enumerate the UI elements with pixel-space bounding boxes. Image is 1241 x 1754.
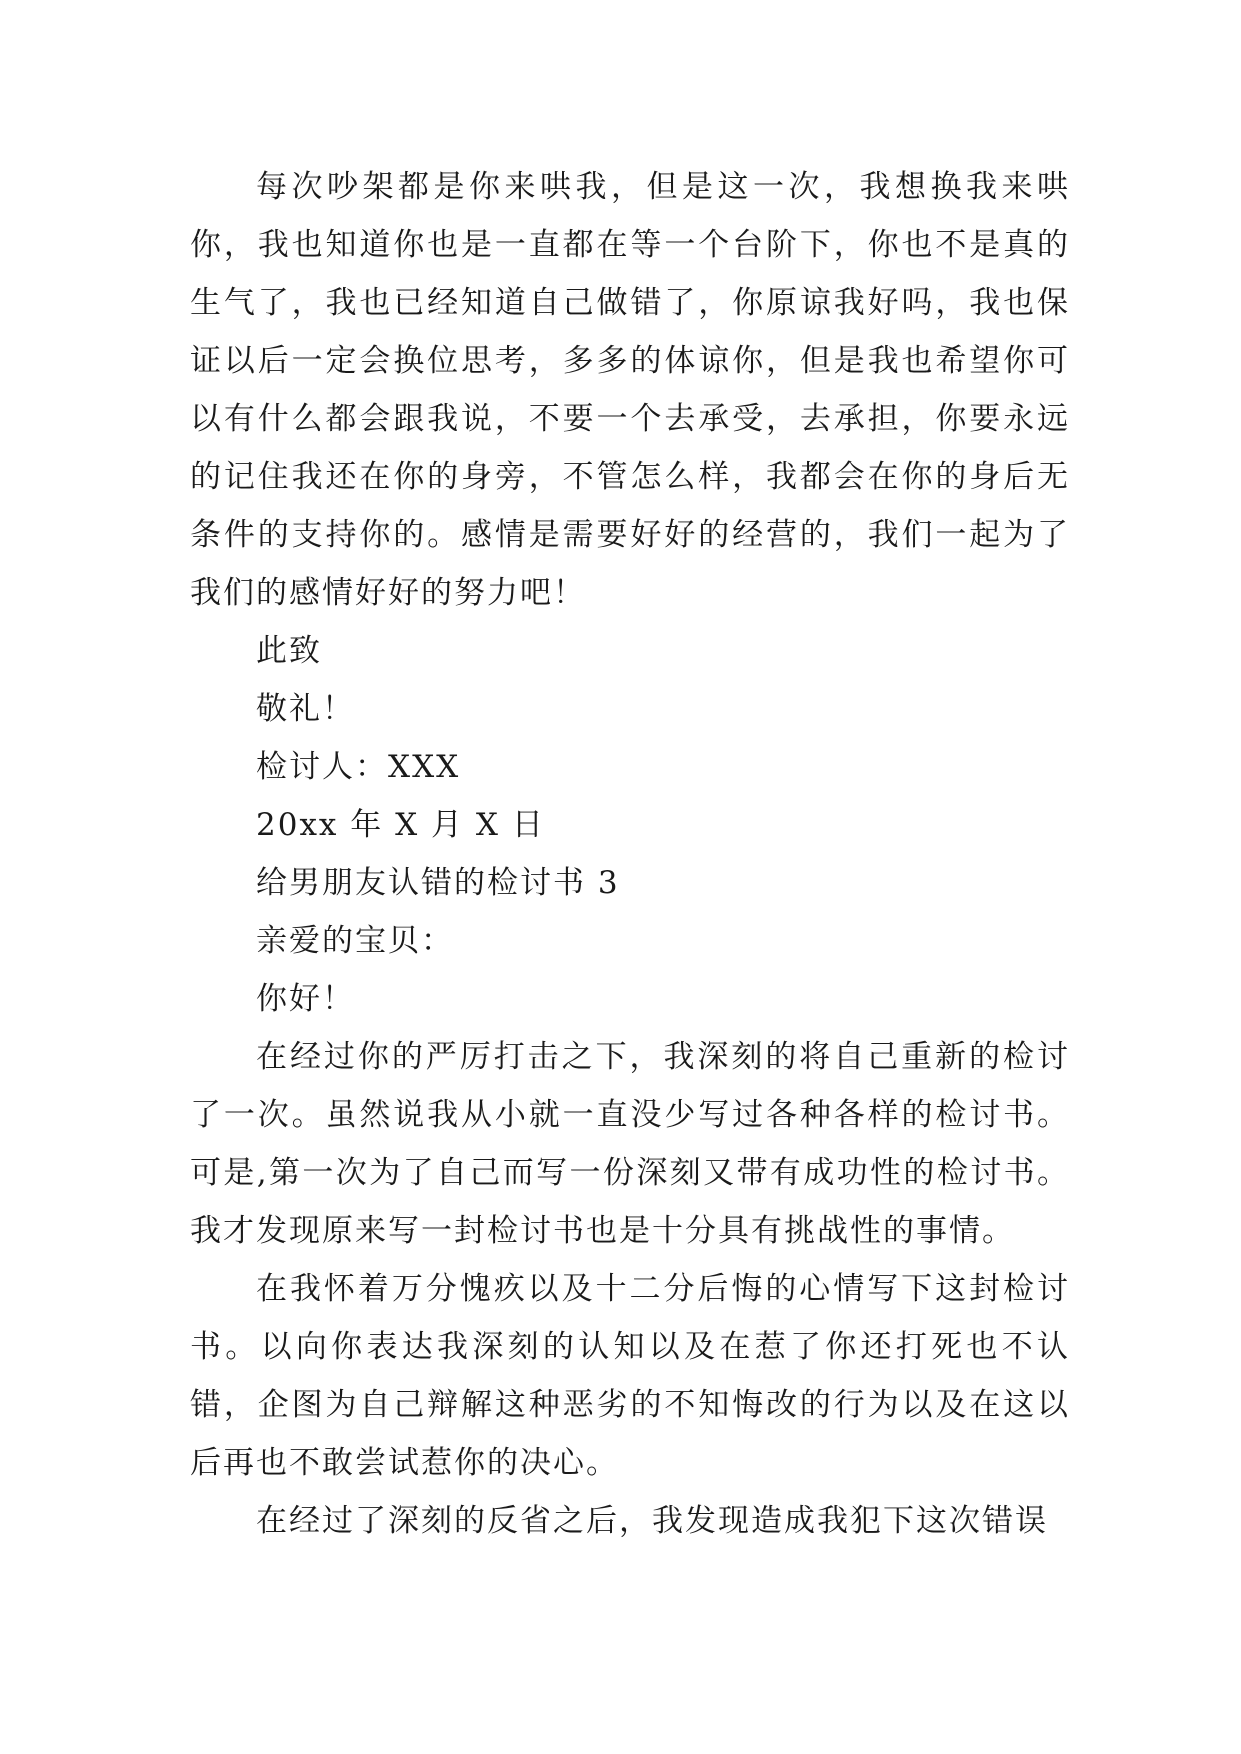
signature-line: 检讨人：XXX — [256, 749, 461, 785]
greeting-hello: 你好！ — [256, 981, 355, 1017]
paragraph-apology: 每次吵架都是你来哄我，但是这一次，我想换我来哄你，我也知道你也是一直都在等一个台阶下，你也不是真的生气了，我也已经知道自己做错了，你原谅我好吗，我也保证以后一定会换位思考，多多的体谅你，但是我也希望你可以有什么都会跟我说，不要一个去承受，去承担，你要永远的记住我还在你的身旁，不管怎么样，我都会在你的身后无条件的支持你的。感情是需要好好的经营的，我们一起为了我们的感情好好的努力吧！ — [190, 169, 1070, 611]
paragraph-conclusion: 在经过了深刻的反省之后，我发现造成我犯下这次错误 — [256, 1503, 1048, 1539]
closing-salutation: 此致 — [256, 633, 322, 669]
date-line: 20xx 年 X 月 X 日 — [256, 807, 545, 843]
document-body — [190, 158, 1070, 1550]
closing-regards: 敬礼！ — [256, 691, 355, 727]
greeting-recipient: 亲爱的宝贝： — [256, 923, 454, 959]
paragraph-reflection: 在经过你的严厉打击之下，我深刻的将自己重新的检讨了一次。虽然说我从小就一直没少写过各种各样的检讨书。可是,第一次为了自己而写一份深刻又带有成功性的检讨书。我才发现原来写一封检讨书也是十分具有挑战性的事情。 — [190, 1039, 1070, 1249]
section-title: 给男朋友认错的检讨书 3 — [256, 865, 620, 901]
paragraph-remorse: 在我怀着万分愧疚以及十二分后悔的心情写下这封检讨书。以向你表达我深刻的认知以及在惹了你还打死也不认错，企图为自己辩解这种恶劣的不知悔改的行为以及在这以后再也不敢尝试惹你的决心。 — [190, 1271, 1070, 1481]
